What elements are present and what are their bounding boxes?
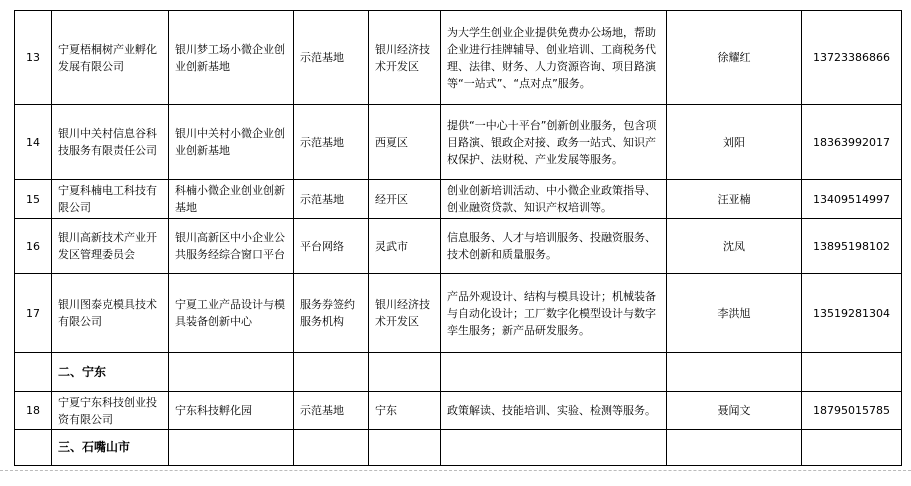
base-name: 宁夏工业产品设计与模具装备创新中心: [169, 274, 294, 353]
section-heading: 三、石嘴山市: [52, 430, 169, 466]
organization-name: 宁夏宁东科技创业投资有限公司: [52, 392, 169, 430]
contact-phone: 13519281304: [802, 274, 902, 353]
table-row: [15, 219, 902, 274]
base-type: 示范基地: [294, 105, 369, 180]
table-row: [15, 11, 902, 105]
region: 灵武市: [369, 219, 441, 274]
organization-name: 银川高新技术产业开发区管理委员会: [52, 219, 169, 274]
contact-phone: 13409514997: [802, 180, 902, 219]
base-name: 银川梦工场小微企业创业创新基地: [169, 11, 294, 105]
contact-person: 刘阳: [667, 105, 802, 180]
region: 西夏区: [369, 105, 441, 180]
contact-person: 沈凤: [667, 219, 802, 274]
base-type: 示范基地: [294, 180, 369, 219]
service-content: 创业创新培训活动、中小微企业政策指导、创业融资贷款、知识产权培训等。: [441, 180, 667, 219]
service-content: 为大学生创业企业提供免费办公场地，帮助企业进行挂牌辅导、创业培训、工商税务代理、法律、财务、人力资源咨询、项目路演等“一站式”、“点对点”服务。: [441, 11, 667, 105]
organization-name: 银川图泰克模具技术有限公司: [52, 274, 169, 353]
base-name: 银川高新区中小企业公共服务经综合窗口平台: [169, 219, 294, 274]
service-content: 提供“一中心十平台”创新创业服务，包含项目路演、银政企对接、政务一站式、知识产权保护、法财税、产业发展等服务。: [441, 105, 667, 180]
row-number: 17: [15, 274, 52, 353]
service-content: 产品外观设计、结构与模具设计；机械装备与自动化设计；工厂数字化模型设计与数字孪生服务；新产品研发服务。: [441, 274, 667, 353]
contact-phone: 18363992017: [802, 105, 902, 180]
base-name: 科楠小微企业创业创新基地: [169, 180, 294, 219]
service-institution-table: [14, 10, 902, 466]
base-name: 宁东科技孵化园: [169, 392, 294, 430]
base-name: 银川中关村小微企业创业创新基地: [169, 105, 294, 180]
table-row: [15, 180, 902, 219]
section-row: [15, 430, 902, 466]
region: 经开区: [369, 180, 441, 219]
row-number: 15: [15, 180, 52, 219]
row-number: [15, 353, 52, 392]
region: 宁东: [369, 392, 441, 430]
base-type: 服务券签约服务机构: [294, 274, 369, 353]
contact-person: 徐耀红: [667, 11, 802, 105]
row-number: 16: [15, 219, 52, 274]
service-content: 信息服务、人才与培训服务、投融资服务、技术创新和质量服务。: [441, 219, 667, 274]
section-heading: 二、宁东: [52, 353, 169, 392]
row-number: 18: [15, 392, 52, 430]
contact-phone: 13723386866: [802, 11, 902, 105]
contact-phone: 13895198102: [802, 219, 902, 274]
contact-person: 聂闻文: [667, 392, 802, 430]
base-type: 示范基地: [294, 392, 369, 430]
organization-name: 宁夏梧桐树产业孵化发展有限公司: [52, 11, 169, 105]
section-row: [15, 353, 902, 392]
service-content: 政策解读、技能培训、实验、检测等服务。: [441, 392, 667, 430]
contact-phone: 18795015785: [802, 392, 902, 430]
row-number: [15, 430, 52, 466]
table-row: [15, 105, 902, 180]
table-row: [15, 274, 902, 353]
row-number: 13: [15, 11, 52, 105]
row-number: 14: [15, 105, 52, 180]
organization-name: 银川中关村信息谷科技服务有限责任公司: [52, 105, 169, 180]
region: 银川经济技术开发区: [369, 11, 441, 105]
page-break-rule: [0, 470, 911, 471]
contact-person: 李洪旭: [667, 274, 802, 353]
table-row: [15, 392, 902, 430]
region: 银川经济技术开发区: [369, 274, 441, 353]
base-type: 示范基地: [294, 11, 369, 105]
base-type: 平台网络: [294, 219, 369, 274]
contact-person: 汪亚楠: [667, 180, 802, 219]
organization-name: 宁夏科楠电工科技有限公司: [52, 180, 169, 219]
